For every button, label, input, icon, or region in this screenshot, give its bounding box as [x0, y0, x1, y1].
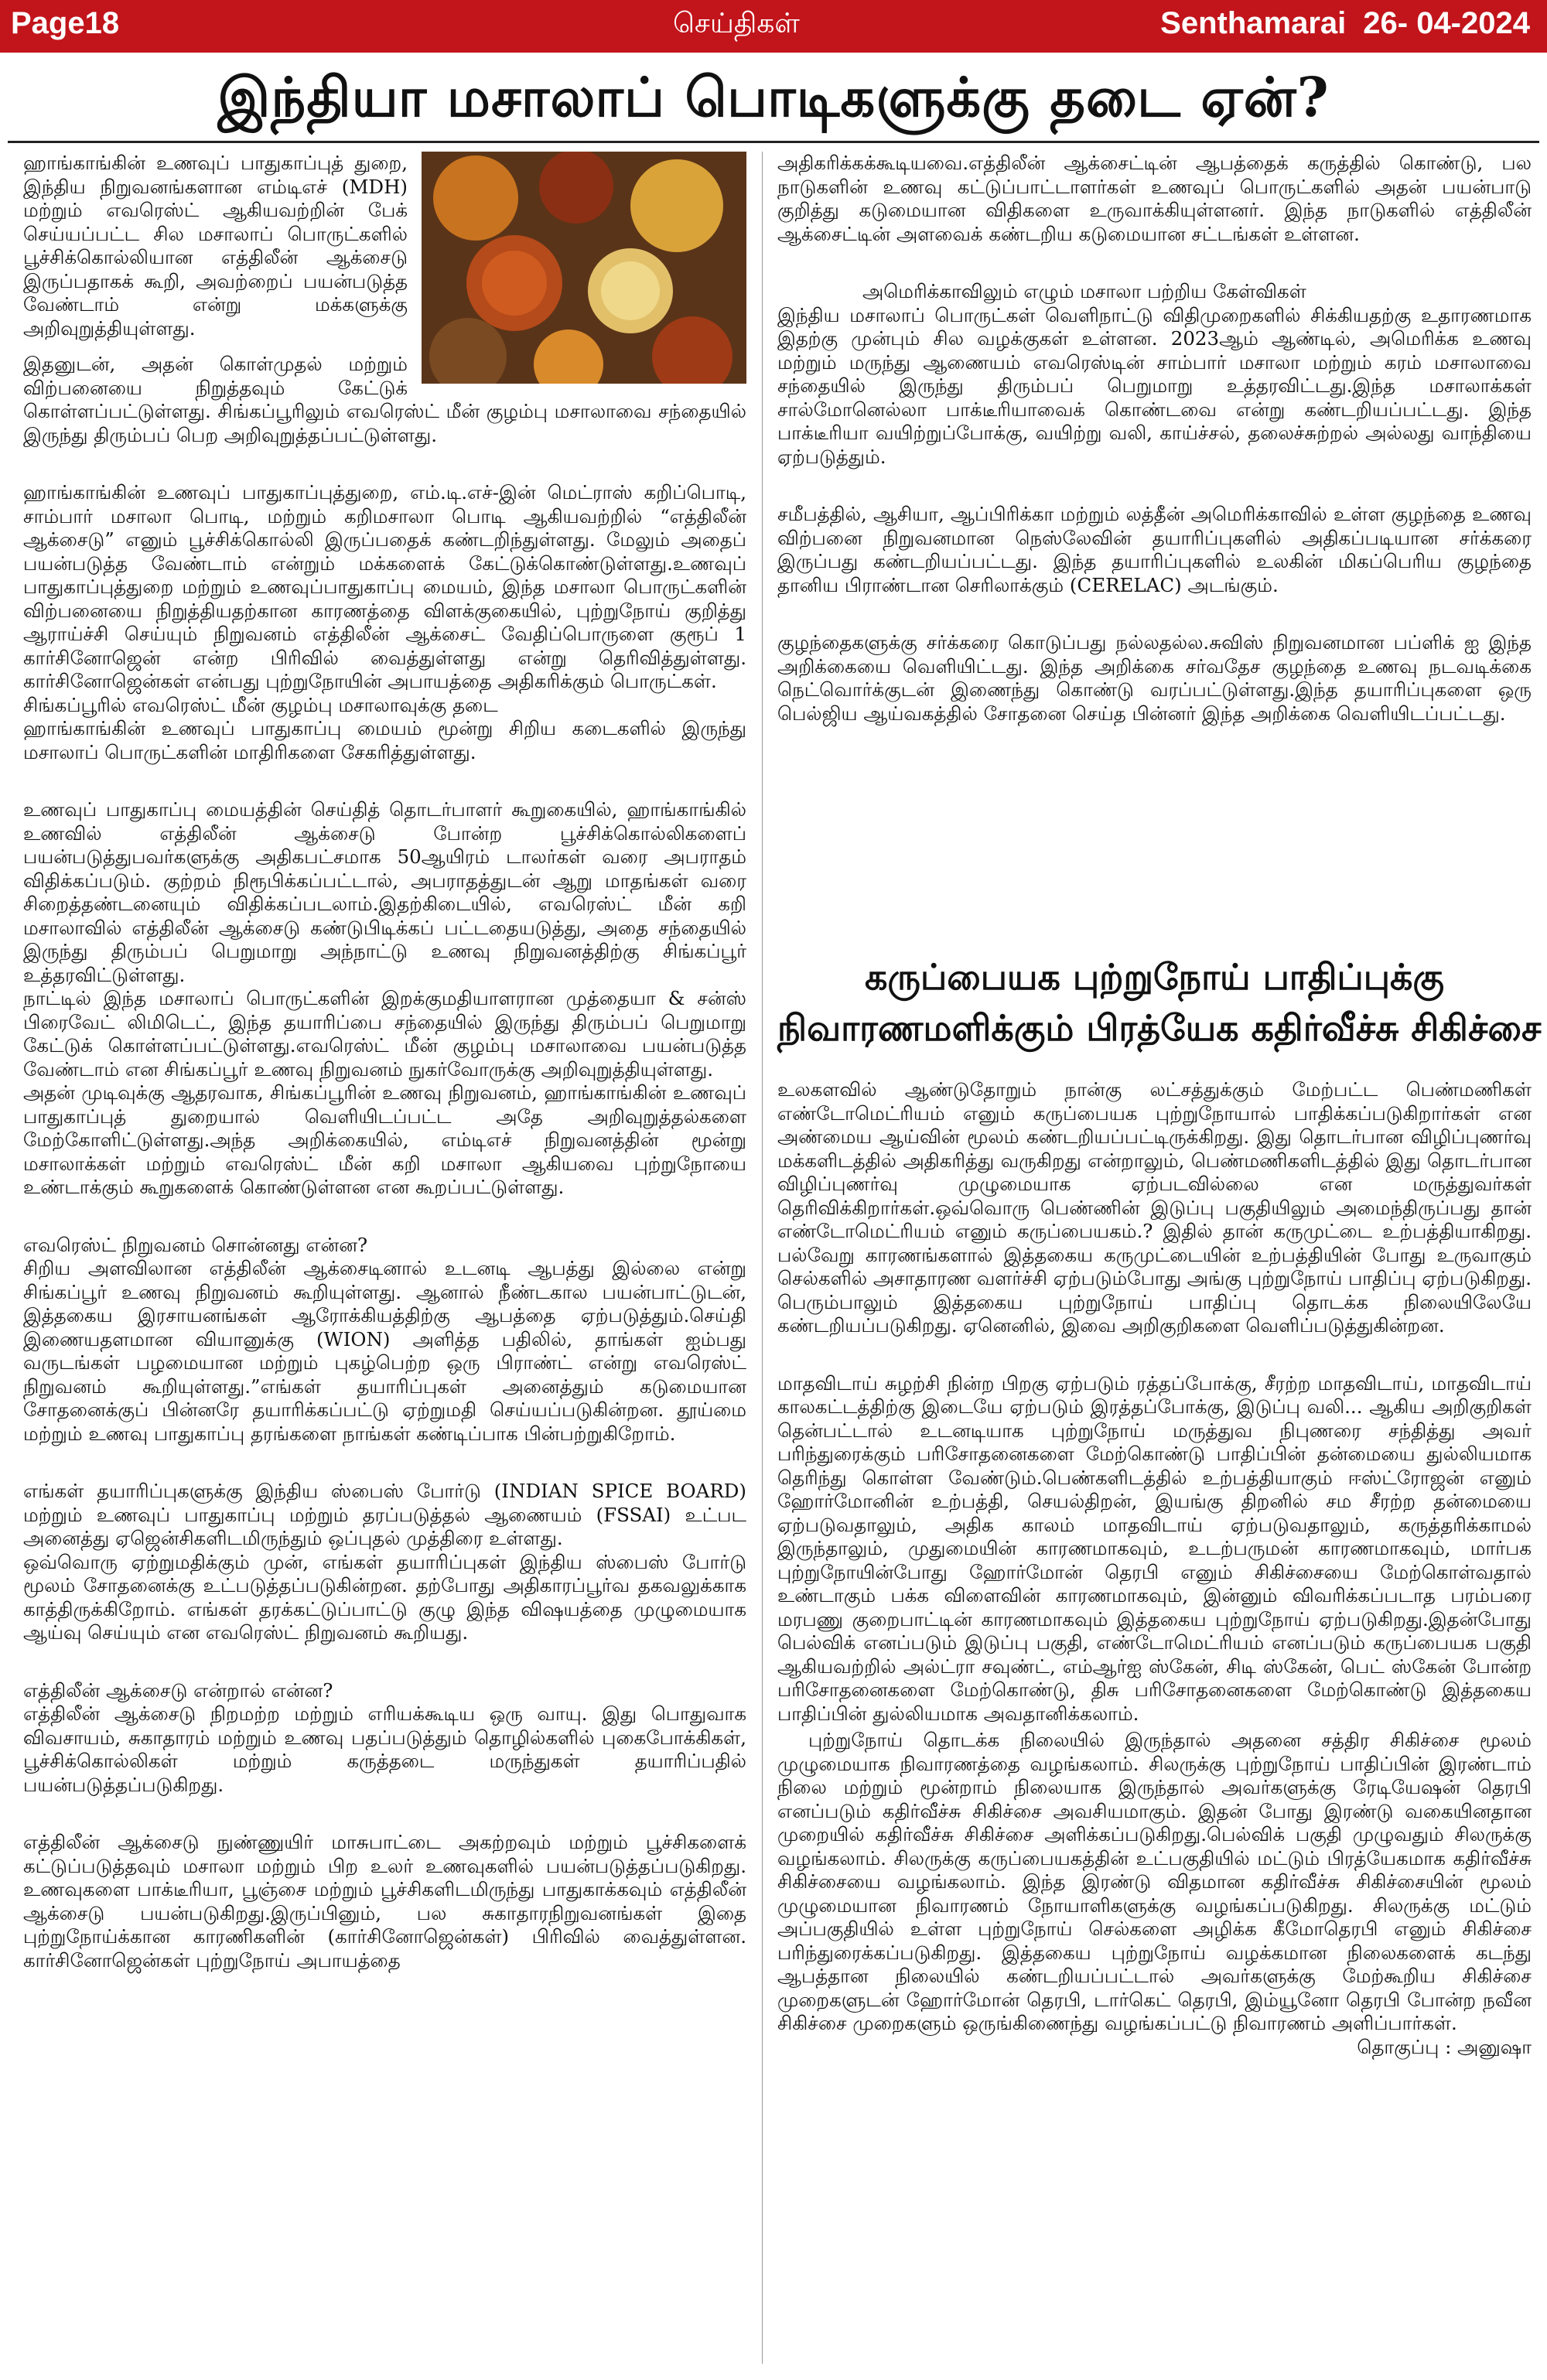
article2-paragraph: உலகளவில் ஆண்டுதோறும் நான்கு லட்சத்துக்கும் மேற்பட்ட பெண்மணிகள் எண்டோமெட்ரியம் எனும் கருப்பையக புற்றுநோயால் பாதிக்கப்படுகிறார்கள் என அண்மைய ஆய்வின் மூலம் கண்டறியப்பட்டிருக்கிறது. இது தொடர்பான விழிப்புணர்வு மக்களிடத்தில் அதிகரித்து வருகிறது என்றாலும், பெண்மணிகளிடத்தில் இது தொடர்பான விழிப்புணர்வு முழுமையாக ஏற்படவில்லை என மருத்துவர்கள் தெரிவிக்கிறார்கள்.ஒவ்வொரு பெண்ணின் இடுப்பு பகுதியிலும் அமைந்திருப்பது தான் எண்டோமெட்ரியம் எனும் கருப்பையகம்.? இதில் தான் கருமுட்டை உற்பத்தியாகிறது. பல்வேறு காரணங்களால் இத்தகைய கருமுட்டையின் உற்பத்தியின் போது உருவாகும் செல்களில் அசாதாரண வளர்ச்சி ஏற்படும்போது அங்கு புற்றுநோய் பாதிப்பு ஏற்படுகிறது. பெரும்பாலும் இத்தகைய புற்றுநோய் பாதிப்பு தொடக்க நிலையிலேயே கண்டறியப்படுகிறது. ஏனெனில், இவை அறிகுறிகளை வெளிப்படுத்துகின்றன. — [777, 1078, 1532, 1337]
spice-bowls-photo-icon — [422, 152, 746, 384]
article2-paragraph: புற்றுநோய் தொடக்க நிலையில் இருந்தால் அதனை சத்திர சிகிச்சை மூலம் முழுமையாக நிவாரணத்தை வழங்கலாம். சிலருக்கு புற்றுநோய் பாதிப்பின் இரண்டாம் நிலை மற்றும் மூன்றாம் நிலையாக இருந்தால் அவர்களுக்கு ரேடியேஷன் தெரபி எனப்படும் கதிர்வீச்சு சிகிச்சை அவசியமாகும். இதன் போது இரண்டு வகையினதான முறையில் கதிர்வீச்சு சிகிச்சை அளிக்கப்படுகிறது.பெல்விக் பகுதி முழுவதும் சிலருக்கு வழங்கலாம். சிலருக்கு கருப்பையகத்தின் உட்பகுதியில் மட்டும் பிரத்யேகமாக கதிர்வீச்சு சிகிச்சையை வழங்கலாம். இந்த இரண்டு விதமான கதிர்வீச்சு சிகிச்சையின் மூலம் முழுமையான நிவாரணம் நோயாளிகளுக்கு வழங்கப்படுகிறது. சிலருக்கு மட்டும் அப்பகுதியில் உள்ள புற்றுநோய் செல்களை அழிக்க கீமோதெரபி எனும் சிகிச்சை பரிந்துரைக்கப்படுகிறது. இத்தகைய புற்றுநோய் வழக்கமான நிலைகளைக் கடந்து ஆபத்தான நிலையில் கண்டறியப்பட்டால் அவர்களுக்கு மேற்கூறிய சிகிச்சை முறைகளுடன் ஹோர்மோன் தெரபி, டார்கெட் தெரபி, இம்யூனோ தெரபி போன்ற நவீன சிகிச்சை முறைகளும் ஒருங்கிணைந்து வழங்கப்பட்டு நிவாரணம் அளிப்பார்கள். — [777, 1729, 1532, 2034]
article1-paragraph: எத்திலீன் ஆக்சைடு நிறமற்ற மற்றும் எரியக்கூடிய ஒரு வாயு. இது பொதுவாக விவசாயம், சுகாதாரம் மற்றும் உணவு பதப்படுத்தும் தொழில்களில் புகைபோக்கிகள், பூச்சிக்கொல்லிகள் மற்றும் கருத்தடை மருந்துகள் தயாரிப்பதில் பயன்படுத்தப்படுகிறது. — [23, 1702, 746, 1796]
article1-paragraph: ஹாங்காங்கின் உணவுப் பாதுகாப்புத்துறை, எம்.டி.எச்-இன் மெட்ராஸ் கறிப்பொடி, சாம்பார் மசாலா பொடி, மற்றும் கறிமசாலா பொடி ஆகியவற்றில் “எத்திலீன் ஆக்சைடு” எனும் பூச்சிக்கொல்லி இருப்பதைக் கண்டறிந்துள்ளது. மேலும் அதைப் பயன்படுத்த வேண்டாம் என்றும் மக்களைக் கேட்டுக்கொண்டுள்ளது.உணவுப் பாதுகாப்புத்துறை மற்றும் உணவுப்பாதுகாப்பு மையம், இந்த மசாலா பொருட்களின் விற்பனையை நிறுத்தியதற்கான காரணத்தை விளக்குகையில், புற்றுநோய் குறித்து ஆராய்ச்சி செய்யும் நிறுவனம் எத்திலீன் ஆக்சைட் வேதிப்பொருளை குரூப் 1 கார்சினோஜென் என்ற பிரிவில் வைத்துள்ளது என்று தெரிவித்துள்ளது. கார்சினோஜென்கள் என்பது புற்றுநோயின் அபாயத்தை அதிகரிக்கும் பொருட்கள். — [23, 481, 746, 692]
article1-subheading: சிங்கப்பூரில் எவரெஸ்ட் மீன் குழம்பு மசாலாவுக்கு தடை — [23, 693, 498, 716]
article1-paragraph: அதன் முடிவுக்கு ஆதரவாக, சிங்கப்பூரின் உணவு நிறுவனம், ஹாங்காங்கின் உணவுப் பாதுகாப்புத் துறையால் வெளியிடப்பட்ட அதே அறிவுறுத்தல்களை மேற்கோளிட்டுள்ளது.அந்த அறிக்கையில், எம்டிஎச் நிறுவனத்தின் மூன்று மசாலாக்கள் மற்றும் எவரெஸ்ட் மீன் கறி மசாலா ஆகியவை புற்றுநோயை உண்டாக்கும் கூறுகளைக் கொண்டுள்ளன என கூறப்பட்டுள்ளது. — [23, 1081, 746, 1198]
article1-paragraph: எத்திலீன் ஆக்சைடு நுண்ணுயிர் மாசுபாட்டை அகற்றவும் மற்றும் பூச்சிகளைக் கட்டுப்படுத்தவும் மசாலா மற்றும் பிற உலர் உணவுகளில் பயன்படுத்தப்படுகிறது. உணவுகளை பாக்டீரியா, பூஞ்சை மற்றும் பூச்சிகளிடமிருந்து பாதுகாக்கவும் எத்திலீன் ஆக்சைடு பயன்படுகிறது.இருப்பினும், பல சுகாதாரநிறுவனங்கள் இதை புற்றுநோய்க்கான காரணிகளின் (கார்சினோஜென்கள்) பிரிவில் வைத்துள்ளன. கார்சினோஜென்கள் புற்றுநோய் அபாயத்தை — [23, 1831, 746, 1972]
section-name: செய்திகள் — [673, 8, 800, 39]
paper-name: Senthamarai — [1160, 6, 1347, 40]
article1-paragraph: இந்திய மசாலாப் பொருட்கள் வெளிநாட்டு விதிமுறைகளில் சிக்கியதற்கு உதாரணமாக இதற்கு முன்பும் சில வழக்குகள் உள்ளன. 2023ஆம் ஆண்டில், அமெரிக்க உணவு மற்றும் மருந்து ஆணையம் எவரெஸ்டின் சாம்பார் மசாலா மற்றும் கரம் மசாலாவை சந்தையில் இருந்து திரும்பப் பெறுமாறு உத்தரவிட்டது.இந்த மசாலாக்கள் சால்மோனெல்லா பாக்டீரியாவைக் கொண்டவை என்று கண்டறியப்பட்டது. இந்த பாக்டீரியா வயிற்றுப்போக்கு, வயிற்று வலி, காய்ச்சல், தலைச்சுற்றல் அல்லது வாந்தியை ஏற்படுத்தும். — [777, 303, 1532, 468]
article1-paragraph: உணவுப் பாதுகாப்பு மையத்தின் செய்தித் தொடர்பாளர் கூறுகையில், ஹாங்காங்கில் உணவில் எத்திலீன் ஆக்சைடு போன்ற பூச்சிக்கொல்லிகளைப் பயன்படுத்துபவர்களுக்கு அதிகபட்சமாக 50ஆயிரம் டாலர்கள் வரை அபராதம் விதிக்கப்படும். குற்றம் நிரூபிக்கப்பட்டால், அபராதத்துடன் ஆறு மாதங்கள் வரை சிறைத்தண்டனையும் விதிக்கப்படலாம்.இதற்கிடையில், எவரெஸ்ட் மீன் கறி மசாலாவில் எத்திலீன் ஆக்சைடு கண்டுபிடிக்கப் பட்டதையடுத்து, அதை சந்தையில் இருந்து திரும்பப் பெறுமாறு அந்நாட்டு உணவு நிறுவனத்திற்கு சிங்கப்பூர் உத்தரவிட்டுள்ளது. — [23, 798, 746, 986]
issue-date: 26- 04-2024 — [1363, 6, 1530, 40]
column-divider — [762, 152, 763, 2364]
page-number: Page18 — [11, 6, 120, 40]
article1-paragraph: சமீபத்தில், ஆசியா, ஆப்பிரிக்கா மற்றும் லத்தீன் அமெரிக்காவில் உள்ள குழந்தை உணவு விற்பனை நிறுவனமான நெஸ்லேவின் தயாரிப்புகளில் அதிகப்படியான சர்க்கரை இருப்பது கண்டறியப்பட்டது. இந்த தயாரிப்புகளில் உலகின் மிகப்பெரிய குழந்தை தானிய பிராண்டான செரிலாக்கும் (CERELAC) அடங்கும். — [777, 503, 1532, 596]
article1-paragraph: ஒவ்வொரு ஏற்றுமதிக்கும் முன், எங்கள் தயாரிப்புகள் இந்திய ஸ்பைஸ் போர்டு மூலம் சோதனைக்கு உட்படுத்தப்படுகின்றன. தற்போது அதிகாரப்பூர்வ தகவலுக்காக காத்திருக்கிறோம். எங்கள் தரக்கட்டுப்பாட்டு குழு இந்த விஷயத்தை முழுமையாக ஆய்வு செய்யும் என எவரெஸ்ட் நிறுவனம் கூறியது. — [23, 1550, 746, 1644]
article1-paragraph: நாட்டில் இந்த மசாலாப் பொருட்களின் இறக்குமதியாளரான முத்தையா & சன்ஸ் பிரைவேட் லிமிடெட், இந்த தயாரிப்பை சந்தையில் இருந்து திரும்பப் பெறுமாறு கேட்டுக் கொள்ளப்பட்டுள்ளது.எவரெஸ்ட் மீன் குழம்பு மசாலாவை பயன்படுத்த வேண்டாம் என சிங்கப்பூர் உணவு நிறுவனம் நுகர்வோருக்கு அறிவுறுத்தியுள்ளது. — [23, 987, 746, 1081]
article1-column-left — [23, 152, 746, 2364]
article1-paragraph: ஹாங்காங்கின் உணவுப் பாதுகாப்பு மையம் மூன்று சிறிய கடைகளில் இருந்து மசாலாப் பொருட்களின் மாதிரிகளை சேகரித்துள்ளது. — [23, 717, 746, 763]
article2-headline-line1: கருப்பையக புற்றுநோய் பாதிப்புக்கு — [864, 956, 1445, 998]
article2-headline — [777, 951, 1542, 1053]
article1-paragraph: குழந்தைகளுக்கு சர்க்கரை கொடுப்பது நல்லதல்ல.சுவிஸ் நிறுவனமான பப்ளிக் ஐ இந்த அறிக்கையை வெளியிட்டது. இந்த அறிக்கை சர்வதேச குழந்தை உணவு நடவடிக்கை நெட்வொர்க்குடன் இணைந்து கொண்டு வரப்பட்டுள்ளது.இந்த தயாரிப்புகளை ஒரு பெல்ஜிய ஆய்வகத்தில் சோதனை செய்த பின்னர் இந்த அறிக்கை வெளியிடப்பட்டது. — [777, 631, 1532, 725]
article1-subheading: அமெரிக்காவிலும் எழும் மசாலா பற்றிய கேள்விகள் — [862, 280, 1306, 302]
headline-rule — [8, 141, 1539, 143]
article1-paragraph: ஹாங்காங்கின் உணவுப் பாதுகாப்புத் துறை, இந்திய நிறுவனங்களான எம்டிஎச் (MDH) மற்றும் எவரெஸ்ட் ஆகியவற்றின் பேக் செய்யப்பட்ட சில மசாலாப் பொருட்களில் பூச்சிக்கொல்லியான எத்திலீன் ஆக்சைடு இருப்பதாகக் கூறி, அவற்றைப் பயன்படுத்த வேண்டாம் என்று மக்களுக்கு அறிவுறுத்தியுள்ளது. — [23, 152, 408, 340]
article1-paragraph: எங்கள் தயாரிப்புகளுக்கு இந்திய ஸ்பைஸ் போர்டு (INDIAN SPICE BOARD) மற்றும் உணவுப் பாதுகாப்பு மற்றும் தரப்படுத்தல் ஆணையம் (FSSAI) உட்பட அனைத்து ஏஜென்சிகளிடமிருந்தும் ஒப்புதல் முத்திரை உள்ளது. — [23, 1480, 746, 1549]
article1-paragraph: அதிகரிக்கக்கூடியவை.எத்திலீன் ஆக்சைட்டின் ஆபத்தைக் கருத்தில் கொண்டு, பல நாடுகளின் உணவு கட்டுப்பாட்டாளர்கள் உணவுப் பொருட்களில் அதன் பயன்பாடு குறித்து கடுமையான விதிகளை உருவாக்கியுள்ளனர். இந்த நாடுகளில் எத்திலீன் ஆக்சைட்டின் அளவைக் கண்டறிய கடுமையான சட்டங்கள் உள்ளன. — [777, 152, 1532, 245]
article1-paragraph: சிறிய அளவிலான எத்திலீன் ஆக்சைடினால் உடனடி ஆபத்து இல்லை என்று சிங்கப்பூர் உணவு நிறுவனம் கூறியுள்ளது. ஆனால் நீண்டகால பயன்பாட்டுடன், இத்தகைய இரசாயனங்கள் ஆரோக்கியத்திற்கு ஆபத்தை ஏற்படுத்தும்.செய்தி இணையதளமான வியானுக்கு (WION) அளித்த பதிலில், தாங்கள் ஐம்பது வருடங்கள் பழமையான மற்றும் புகழ்பெற்ற ஒரு பிராண்ட் என்று எவரெஸ்ட் நிறுவனம் கூறியுள்ளது.”எங்கள் தயாரிப்புகள் அனைத்தும் கடுமையான சோதனைக்குப் பின்னரே தயாரிக்கப்பட்டு ஏற்றுமதி செய்யப்படுகின்றன. தூய்மை மற்றும் உணவு பாதுகாப்பு தரங்களை நாங்கள் கண்டிப்பாக பின்பற்றுகிறோம். — [23, 1257, 746, 1445]
article2-paragraph: மாதவிடாய் சுழற்சி நின்ற பிறகு ஏற்படும் ரத்தப்போக்கு, சீரற்ற மாதவிடாய், மாதவிடாய் காலகட்டத்திற்கு இடையே ஏற்படும் இரத்தப்போக்கு, இடுப்பு வலி... ஆகிய அறிகுறிகள் தென்பட்டால் உடனடியாக புற்றுநோய் மருத்துவ நிபுணரை சந்தித்து அவர் பரிந்துரைக்கும் பரிசோதனைகளை மேற்கொண்டு பாதிப்பின் தன்மையை துல்லியமாக தெரிந்து கொள்ள வேண்டும்.பெண்களிடத்தில் உற்பத்தியாகும் ஈஸ்ட்ரோஜன் எனும் ஹோர்மோனின் உற்பத்தி, செயல்திறன், இயங்கு திறனில் சம சீரற்ற தன்மையை ஏற்படுவதாலும், அதிக காலம் மாதவிடாய் ஏற்படுவதாலும், கருத்தரிக்காமல் இருந்தாலும், முதுமையின் காரணமாகவும், உடற்பருமன் காரணமாகவும், மார்பக புற்றுநோயின்போது ஹோர்மோன் தெரபி எனும் சிகிச்சையை மேற்கொள்வதால் உண்டாகும் பக்க விளைவின் காரணமாகவும், இன்னும் விவரிக்கப்படாத பரம்பரை மரபணு குறைபாட்டின் காரணமாகவும் இத்தகைய புற்றுநோய் ஏற்படுகிறது.இதன்போது பெல்விக் எனப்படும் இடுப்பு பகுதி, எண்டோமெட்ரியம் எனப்படும் கருப்பையக பகுதி ஆகியவற்றில் அல்ட்ரா சவுண்ட், எம்ஆர்ஐ ஸ்கேன், சிடி ஸ்கேன், பெட் ஸ்கேன் போன்ற பரிசோதனைகளை மேற்கொண்டு, திசு பரிசோதனைகளை மேற்கொண்டு இத்தகைய பாதிப்பின் துல்லியமாக அவதானிக்கலாம். — [777, 1371, 1532, 1725]
article2-credit: தொகுப்பு : அனுஷா — [1357, 2035, 1532, 2058]
article1-subheading: எத்திலீன் ஆக்சைடு என்றால் என்ன? — [23, 1678, 333, 1702]
article1-subheading: எவரெஸ்ட் நிறுவனம் சொன்னது என்ன? — [23, 1233, 368, 1256]
article1-column-right — [777, 152, 1532, 925]
page-header — [0, 0, 1547, 53]
article1-paragraph: இதனுடன், அதன் கொள்முதல் மற்றும் விற்பனையை நிறுத்தவும் கேட்டுக் கொள்ளப்பட்டுள்ளது. சிங்கப்பூரிலும் எவரெஸ்ட் மீன் குழம்பு மசாலாவை சந்தையில் இருந்து திரும்பப் பெற அறிவுறுத்தப்பட்டுள்ளது. — [23, 353, 746, 446]
article2-headline-line2: நிவாரணமளிக்கும் பிரத்யேக கதிர்வீச்சு சிகிச்சை — [777, 1007, 1542, 1049]
main-headline: இந்தியா மசாலாப் பொடிகளுக்கு தடை ஏன்? — [217, 65, 1330, 129]
article2-column — [777, 1078, 1532, 2362]
masthead — [1160, 6, 1530, 41]
